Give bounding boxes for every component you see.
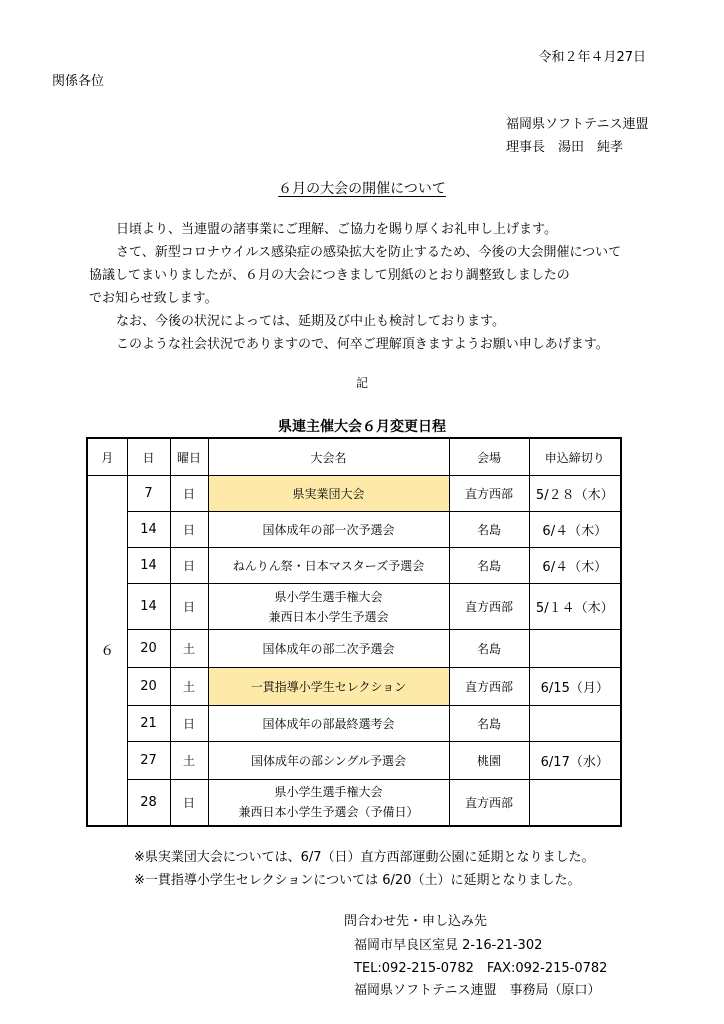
body-text (89, 218, 663, 356)
day-cell: 21 (127, 706, 170, 742)
event-name-sub: 兼西日本小学生予選会 (268, 609, 389, 624)
contact-address: 福岡市早良区室見 2-16-21-302 (354, 938, 543, 953)
header-venue: 会場 (449, 438, 529, 476)
event-cell (208, 742, 449, 780)
event-name: 国体成年の部一次予選会 (262, 523, 395, 537)
event-name-sub: 兼西日本小学生予選会（予備日） (238, 805, 419, 820)
subject-text: ６月の大会の開催について (278, 181, 446, 197)
event-name: ねんりん祭・日本マスターズ予選会 (232, 559, 425, 573)
event-cell (208, 512, 449, 548)
body-paragraph: でお知らせ致します。 (89, 291, 218, 306)
event-cell (208, 706, 449, 742)
event-name: 県実業団大会 (292, 487, 365, 501)
event-cell (208, 584, 449, 630)
table-row (87, 780, 621, 826)
schedule-table (86, 437, 622, 827)
deadline-cell: 6/４（木） (529, 512, 621, 548)
venue-cell: 名島 (449, 512, 529, 548)
day-cell: 20 (127, 668, 170, 706)
header-day: 日 (127, 438, 170, 476)
table-row (87, 476, 621, 512)
weekday-cell: 土 (170, 630, 208, 668)
venue-cell: 名島 (449, 706, 529, 742)
header-event: 大会名 (208, 438, 449, 476)
deadline-cell: 5/２８（木） (529, 476, 621, 512)
body-paragraph: さて、新型コロナウイルス感染症の感染拡大を防止するため、今後の大会開催について (103, 245, 622, 260)
body-paragraph: 協議してまいりましたが、６月の大会につきまして別紙のとおり調整致しましたの (89, 268, 570, 283)
event-cell (208, 780, 449, 826)
header-weekday: 曜日 (170, 438, 208, 476)
table-row (87, 630, 621, 668)
day-cell: 28 (127, 780, 170, 826)
deadline-cell (529, 630, 621, 668)
deadline-cell: 6/15（月） (529, 668, 621, 706)
event-name: 一貫指導小学生セレクション (250, 680, 407, 694)
weekday-cell: 日 (170, 706, 208, 742)
event-name: 県小学生選手権大会 (274, 589, 383, 604)
table-header-row (87, 438, 621, 476)
note-line: ※一貫指導小学生セレクションについては 6/20（土）に延期となりました。 (134, 873, 581, 888)
sender-chairman: 理事長 湯田 純孝 (506, 140, 624, 155)
event-cell (208, 668, 449, 706)
venue-cell: 名島 (449, 548, 529, 584)
deadline-cell (529, 706, 621, 742)
deadline-cell (529, 780, 621, 826)
ki-marker: 記 (355, 376, 368, 390)
day-cell: 7 (127, 476, 170, 512)
body-paragraph: このような社会状況でありますので、何卒ご理解頂きますようお願い申しあげます。 (103, 337, 609, 352)
contact-phone-fax: TEL:092-215-0782 FAX:092-215-0782 (354, 961, 608, 976)
deadline-cell: 6/17（水） (529, 742, 621, 780)
month-cell: ６ (87, 476, 127, 826)
event-cell (208, 630, 449, 668)
venue-cell: 直方西部 (449, 780, 529, 826)
table-row (87, 548, 621, 584)
event-cell (208, 548, 449, 584)
table-title: 県連主催大会６月変更日程 (278, 419, 446, 435)
contact-title: 問合わせ先・申し込み先 (344, 914, 488, 929)
body-paragraph: 日頃より、当連盟の諸事業にご理解、ご協力を賜り厚くお礼申し上げます。 (103, 222, 557, 237)
table-row (87, 584, 621, 630)
weekday-cell: 日 (170, 476, 208, 512)
sender-organization: 福岡県ソフトテニス連盟 (506, 117, 649, 132)
deadline-cell: 5/１４（木） (529, 584, 621, 630)
document-subject (0, 178, 724, 198)
venue-cell: 直方西部 (449, 668, 529, 706)
note-line: ※県実業団大会については、6/7（日）直方西部運動公園に延期となりました。 (134, 850, 595, 865)
event-cell (208, 476, 449, 512)
event-name: 国体成年の部シングル予選会 (250, 754, 407, 768)
document-date: 令和２年４月27日 (538, 50, 646, 65)
contact-office: 福岡県ソフトテニス連盟 事務局（原口） (354, 983, 601, 998)
weekday-cell: 日 (170, 512, 208, 548)
venue-cell: 直方西部 (449, 584, 529, 630)
table-row (87, 742, 621, 780)
event-name: 国体成年の部最終選考会 (262, 717, 395, 731)
weekday-cell: 日 (170, 548, 208, 584)
weekday-cell: 日 (170, 584, 208, 630)
table-row (87, 706, 621, 742)
day-cell: 14 (127, 548, 170, 584)
table-row (87, 668, 621, 706)
header-month: 月 (87, 438, 127, 476)
event-name: 県小学生選手権大会 (274, 785, 383, 800)
day-cell: 14 (127, 512, 170, 548)
header-deadline: 申込締切り (529, 438, 621, 476)
day-cell: 20 (127, 630, 170, 668)
weekday-cell: 土 (170, 742, 208, 780)
venue-cell: 直方西部 (449, 476, 529, 512)
weekday-cell: 日 (170, 780, 208, 826)
venue-cell: 桃園 (449, 742, 529, 780)
deadline-cell: 6/４（木） (529, 548, 621, 584)
weekday-cell: 土 (170, 668, 208, 706)
day-cell: 27 (127, 742, 170, 780)
addressee: 関係各位 (52, 74, 105, 89)
event-name: 国体成年の部二次予選会 (262, 642, 395, 656)
body-paragraph: なお、今後の状況によっては、延期及び中止も検討しております。 (103, 314, 505, 329)
venue-cell: 名島 (449, 630, 529, 668)
table-row (87, 512, 621, 548)
day-cell: 14 (127, 584, 170, 630)
